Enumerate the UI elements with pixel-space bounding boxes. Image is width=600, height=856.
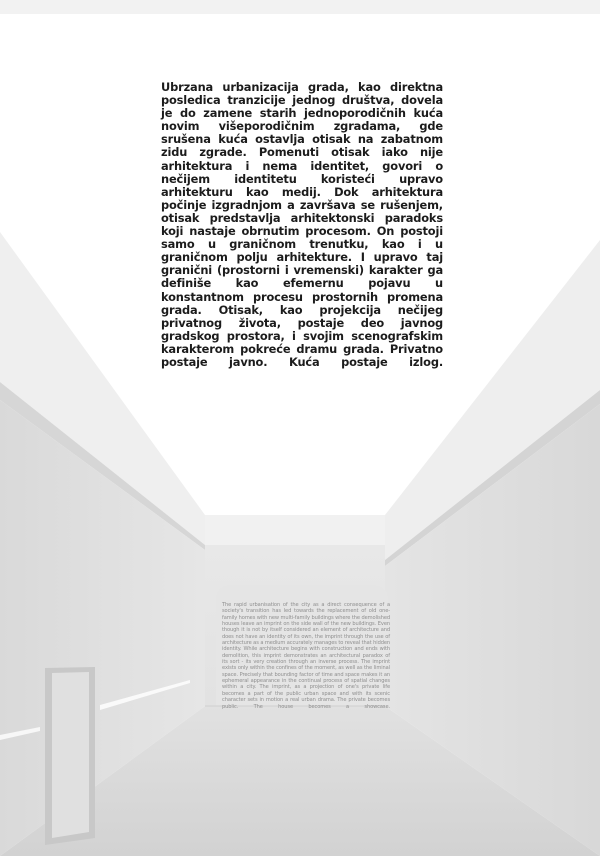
back-wall-top [205, 515, 385, 545]
left-doorway-inner [52, 672, 89, 838]
intro-paragraph: Ubrzana urbanizacija grada, kao direktna posledica tranzicije jednog društva, dovela je do zamene starih jednoporodičnih kuća novim višeporodičnim zgradama, gde srušena kuća ostavlja otisak na zabatnom zidu zgrade. Pomenuti otisak iako nije arhitektura i nema identitet, govori o nečijem identitetu koristeći upravo arhitekturu kao medij. Dok arhitektura počinje izgradnjom a završava se rušenjem, otisak predstavlja arhitektonski paradoks koji nastaje obrnutim procesom. On postoji samo u graničnom trenutku, kao i u graničnom polju arhitekture. I upravo taj granični (prostorni i vremenski) karakter ga definiše kao efemernu pojavu u konstantnom procesu prostornih promena grada. Otisak, kao projekcija nečijeg privatnog života, postaje deo javnog gradskog prostora, i svojim scenografskim karakterom pokreće dramu grada. Privatno postaje javno. Kuća postaje izlog. [161, 80, 443, 369]
wall-projected-paragraph: The rapid urbanisation of the city as a direct consequence of a society's transition has led towards the replacement of old one-family homes with new multi-family buildings where the demolished houses leave an imprint on the side wall of the new buildings. Even though it is not by itself considered an element of architecture and does not have an identity of its own, the imprint through the use of architecture as a medium accurately manages to reveal that hidden identity. While architecture begins with construction and ends with demolition, this imprint demonstrates an architectural paradox of its sort - its very creation through an inverse process. The imprint exists only within the confines of the moment, as well as the liminal space. Precisely that bounding factor of time and space makes it an ephemeral appearance in the continual process of spatial changes within a city. The imprint, as a projection of one's private life becomes a part of the public urban space and with its scenic character sets in motion a real urban drama. The private becomes public. The house becomes a showcase. [222, 602, 390, 710]
